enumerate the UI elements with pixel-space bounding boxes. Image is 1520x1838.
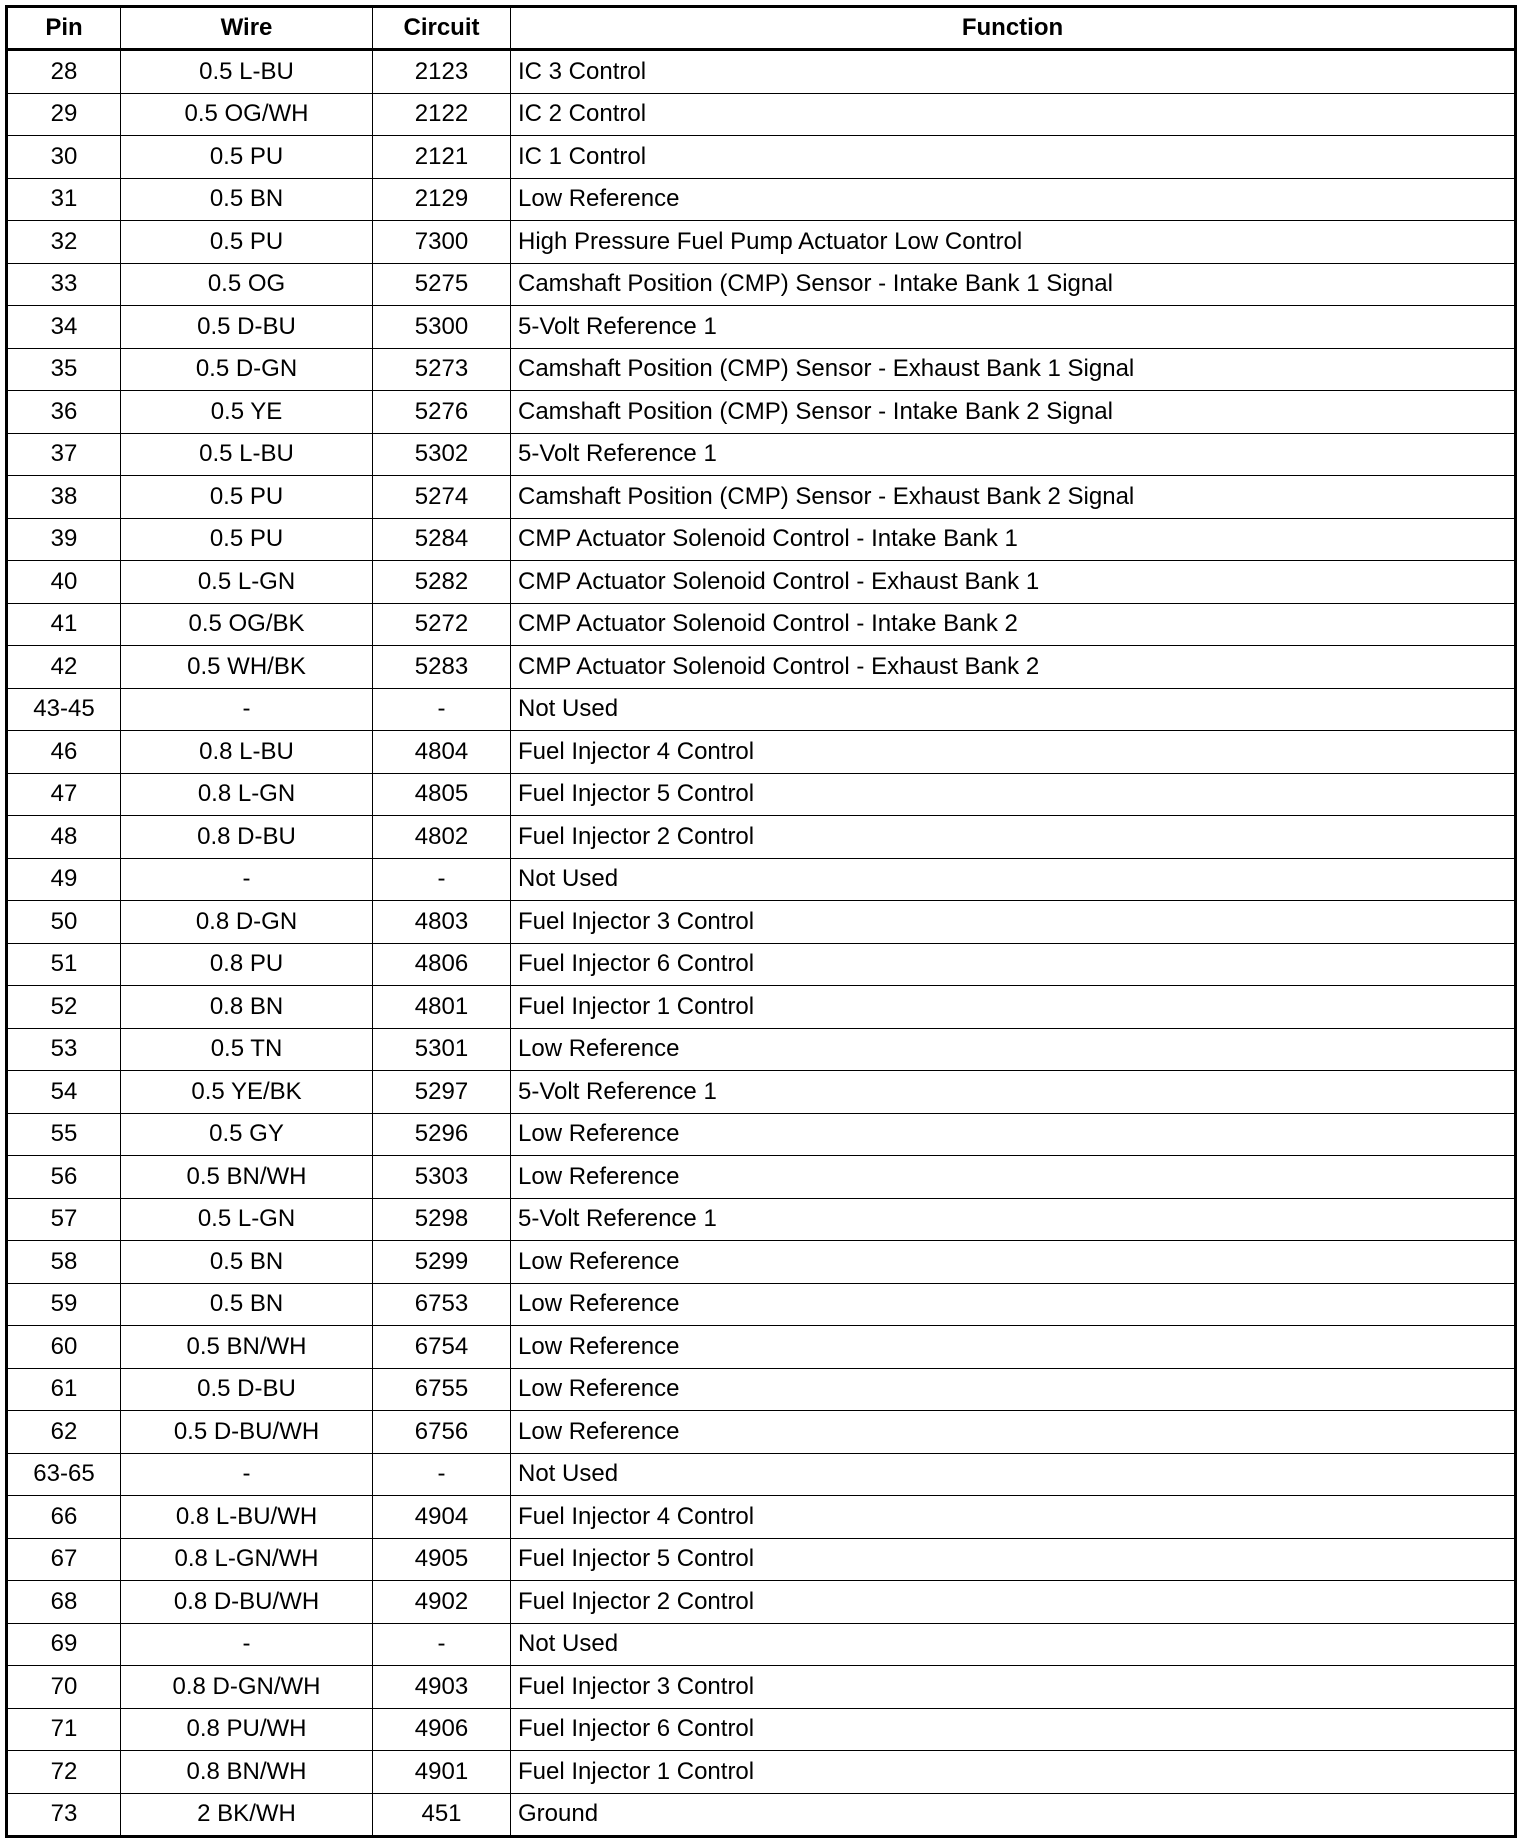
function-cell: 5-Volt Reference 1: [511, 306, 1516, 349]
pin-cell: 63-65: [7, 1453, 121, 1496]
pin-cell: 50: [7, 901, 121, 944]
function-cell: IC 1 Control: [511, 136, 1516, 179]
function-cell: High Pressure Fuel Pump Actuator Low Control: [511, 221, 1516, 264]
connector-pinout-table: [5, 5, 1517, 1838]
function-cell: Fuel Injector 5 Control: [511, 1538, 1516, 1581]
function-cell: Low Reference: [511, 1113, 1516, 1156]
table-row: [7, 943, 1516, 986]
function-cell: IC 2 Control: [511, 93, 1516, 136]
function-cell: Low Reference: [511, 1241, 1516, 1284]
function-cell: Fuel Injector 1 Control: [511, 986, 1516, 1029]
pin-cell: 68: [7, 1581, 121, 1624]
circuit-cell: 6756: [373, 1411, 511, 1454]
pin-cell: 67: [7, 1538, 121, 1581]
wire-cell: 0.5 D-BU: [121, 306, 373, 349]
circuit-cell: 5275: [373, 263, 511, 306]
wire-cell: 0.5 GY: [121, 1113, 373, 1156]
circuit-cell: 5276: [373, 391, 511, 434]
function-cell: CMP Actuator Solenoid Control - Exhaust Bank 1: [511, 561, 1516, 604]
pin-cell: 73: [7, 1793, 121, 1837]
table-row: [7, 561, 1516, 604]
table-row: [7, 1666, 1516, 1709]
wire-cell: 0.5 D-BU: [121, 1368, 373, 1411]
pin-cell: 53: [7, 1028, 121, 1071]
wire-cell: 0.8 L-BU/WH: [121, 1496, 373, 1539]
table-header: [7, 7, 1516, 50]
circuit-cell: 2129: [373, 178, 511, 221]
table-row: [7, 1623, 1516, 1666]
circuit-cell: 7300: [373, 221, 511, 264]
wire-cell: 2 BK/WH: [121, 1793, 373, 1837]
table-row: [7, 901, 1516, 944]
function-cell: Low Reference: [511, 1283, 1516, 1326]
pin-cell: 59: [7, 1283, 121, 1326]
table-row: [7, 773, 1516, 816]
wire-cell: 0.8 L-GN: [121, 773, 373, 816]
circuit-cell: 451: [373, 1793, 511, 1837]
function-cell: Fuel Injector 4 Control: [511, 731, 1516, 774]
pin-cell: 61: [7, 1368, 121, 1411]
table-row: [7, 136, 1516, 179]
table-row: [7, 476, 1516, 519]
pin-cell: 40: [7, 561, 121, 604]
wire-cell: 0.5 L-BU: [121, 433, 373, 476]
table-row: [7, 93, 1516, 136]
pin-cell: 56: [7, 1156, 121, 1199]
table-row: [7, 1368, 1516, 1411]
pin-cell: 37: [7, 433, 121, 476]
circuit-cell: 4801: [373, 986, 511, 1029]
pin-cell: 30: [7, 136, 121, 179]
function-cell: Fuel Injector 3 Control: [511, 1666, 1516, 1709]
circuit-cell: -: [373, 1453, 511, 1496]
wire-cell: 0.5 D-GN: [121, 348, 373, 391]
pin-cell: 35: [7, 348, 121, 391]
function-cell: Camshaft Position (CMP) Sensor - Intake Bank 1 Signal: [511, 263, 1516, 306]
wire-cell: 0.5 BN: [121, 1283, 373, 1326]
function-cell: Low Reference: [511, 1156, 1516, 1199]
pin-cell: 69: [7, 1623, 121, 1666]
table-row: [7, 1751, 1516, 1794]
wire-cell: 0.5 OG/WH: [121, 93, 373, 136]
circuit-cell: 4906: [373, 1708, 511, 1751]
function-cell: Low Reference: [511, 1411, 1516, 1454]
table-row: [7, 603, 1516, 646]
wire-cell: 0.8 D-BU/WH: [121, 1581, 373, 1624]
pin-cell: 33: [7, 263, 121, 306]
pin-cell: 54: [7, 1071, 121, 1114]
function-cell: 5-Volt Reference 1: [511, 1198, 1516, 1241]
table-row: [7, 391, 1516, 434]
header-row: [7, 7, 1516, 50]
pin-cell: 60: [7, 1326, 121, 1369]
pin-cell: 66: [7, 1496, 121, 1539]
function-cell: Fuel Injector 6 Control: [511, 943, 1516, 986]
wire-cell: 0.5 PU: [121, 136, 373, 179]
wire-cell: 0.5 TN: [121, 1028, 373, 1071]
pin-cell: 58: [7, 1241, 121, 1284]
table-row: [7, 221, 1516, 264]
wire-cell: 0.8 D-BU: [121, 816, 373, 859]
table-row: [7, 688, 1516, 731]
circuit-cell: 2123: [373, 50, 511, 94]
function-cell: Not Used: [511, 1623, 1516, 1666]
circuit-cell: 5299: [373, 1241, 511, 1284]
table-row: [7, 433, 1516, 476]
wire-cell: 0.5 L-BU: [121, 50, 373, 94]
function-cell: Camshaft Position (CMP) Sensor - Exhaust Bank 1 Signal: [511, 348, 1516, 391]
function-cell: Fuel Injector 5 Control: [511, 773, 1516, 816]
circuit-cell: 4905: [373, 1538, 511, 1581]
function-cell: Low Reference: [511, 1028, 1516, 1071]
circuit-cell: 4806: [373, 943, 511, 986]
wire-cell: 0.8 D-GN: [121, 901, 373, 944]
function-cell: Not Used: [511, 688, 1516, 731]
circuit-cell: 6755: [373, 1368, 511, 1411]
function-cell: Camshaft Position (CMP) Sensor - Exhaust Bank 2 Signal: [511, 476, 1516, 519]
pin-cell: 29: [7, 93, 121, 136]
circuit-cell: 5297: [373, 1071, 511, 1114]
table-row: [7, 263, 1516, 306]
circuit-cell: 5296: [373, 1113, 511, 1156]
table-row: [7, 1028, 1516, 1071]
table-row: [7, 1071, 1516, 1114]
table-row: [7, 1198, 1516, 1241]
pin-cell: 51: [7, 943, 121, 986]
table-row: [7, 1453, 1516, 1496]
table-row: [7, 1283, 1516, 1326]
table-row: [7, 1113, 1516, 1156]
table-row: [7, 50, 1516, 94]
wire-cell: 0.8 L-GN/WH: [121, 1538, 373, 1581]
table-row: [7, 731, 1516, 774]
circuit-cell: 5298: [373, 1198, 511, 1241]
pin-cell: 36: [7, 391, 121, 434]
pin-cell: 71: [7, 1708, 121, 1751]
pin-cell: 52: [7, 986, 121, 1029]
pin-cell: 49: [7, 858, 121, 901]
table-row: [7, 1538, 1516, 1581]
function-cell: IC 3 Control: [511, 50, 1516, 94]
circuit-cell: 4903: [373, 1666, 511, 1709]
pin-cell: 32: [7, 221, 121, 264]
table-row: [7, 646, 1516, 689]
wire-cell: 0.5 PU: [121, 518, 373, 561]
wire-cell: 0.5 YE: [121, 391, 373, 434]
wire-cell: 0.8 PU/WH: [121, 1708, 373, 1751]
function-cell: Low Reference: [511, 1326, 1516, 1369]
pin-cell: 38: [7, 476, 121, 519]
wire-cell: 0.5 D-BU/WH: [121, 1411, 373, 1454]
pin-cell: 55: [7, 1113, 121, 1156]
circuit-cell: 5284: [373, 518, 511, 561]
function-cell: CMP Actuator Solenoid Control - Exhaust Bank 2: [511, 646, 1516, 689]
function-cell: Not Used: [511, 858, 1516, 901]
function-cell: Low Reference: [511, 1368, 1516, 1411]
circuit-cell: 2122: [373, 93, 511, 136]
function-cell: Fuel Injector 3 Control: [511, 901, 1516, 944]
circuit-cell: 5300: [373, 306, 511, 349]
pin-cell: 34: [7, 306, 121, 349]
pin-cell: 31: [7, 178, 121, 221]
table-row: [7, 1411, 1516, 1454]
pin-cell: 43-45: [7, 688, 121, 731]
circuit-cell: 6754: [373, 1326, 511, 1369]
table-row: [7, 1793, 1516, 1837]
circuit-cell: 5272: [373, 603, 511, 646]
wire-cell: 0.5 YE/BK: [121, 1071, 373, 1114]
wire-cell: -: [121, 1453, 373, 1496]
function-cell: Fuel Injector 4 Control: [511, 1496, 1516, 1539]
table-row: [7, 1581, 1516, 1624]
pin-cell: 48: [7, 816, 121, 859]
function-cell: Ground: [511, 1793, 1516, 1837]
wire-cell: 0.8 BN/WH: [121, 1751, 373, 1794]
circuit-cell: 4902: [373, 1581, 511, 1624]
wire-cell: 0.5 WH/BK: [121, 646, 373, 689]
table-row: [7, 986, 1516, 1029]
function-cell: Low Reference: [511, 178, 1516, 221]
circuit-cell: 6753: [373, 1283, 511, 1326]
function-cell: Not Used: [511, 1453, 1516, 1496]
header-function: Function: [511, 7, 1516, 50]
table-row: [7, 1241, 1516, 1284]
wire-cell: 0.5 BN/WH: [121, 1326, 373, 1369]
circuit-cell: 4904: [373, 1496, 511, 1539]
wire-cell: 0.8 D-GN/WH: [121, 1666, 373, 1709]
circuit-cell: 5301: [373, 1028, 511, 1071]
function-cell: Fuel Injector 1 Control: [511, 1751, 1516, 1794]
pin-cell: 46: [7, 731, 121, 774]
wire-cell: 0.5 OG/BK: [121, 603, 373, 646]
pin-cell: 62: [7, 1411, 121, 1454]
table-row: [7, 858, 1516, 901]
circuit-cell: -: [373, 1623, 511, 1666]
table-row: [7, 1708, 1516, 1751]
wire-cell: 0.8 PU: [121, 943, 373, 986]
wire-cell: -: [121, 688, 373, 731]
table-row: [7, 1326, 1516, 1369]
circuit-cell: 5283: [373, 646, 511, 689]
wire-cell: -: [121, 858, 373, 901]
table-row: [7, 518, 1516, 561]
wire-cell: 0.5 BN: [121, 178, 373, 221]
circuit-cell: 5302: [373, 433, 511, 476]
table-row: [7, 178, 1516, 221]
pin-cell: 28: [7, 50, 121, 94]
circuit-cell: 5274: [373, 476, 511, 519]
wire-cell: 0.5 PU: [121, 221, 373, 264]
function-cell: Fuel Injector 2 Control: [511, 1581, 1516, 1624]
circuit-cell: 5303: [373, 1156, 511, 1199]
table-row: [7, 306, 1516, 349]
circuit-cell: -: [373, 688, 511, 731]
circuit-cell: -: [373, 858, 511, 901]
circuit-cell: 4803: [373, 901, 511, 944]
wire-cell: 0.5 L-GN: [121, 1198, 373, 1241]
pin-cell: 42: [7, 646, 121, 689]
pin-cell: 72: [7, 1751, 121, 1794]
circuit-cell: 4802: [373, 816, 511, 859]
pin-cell: 41: [7, 603, 121, 646]
header-pin: Pin: [7, 7, 121, 50]
header-circuit: Circuit: [373, 7, 511, 50]
pinout-sheet: [5, 5, 1514, 1838]
wire-cell: 0.5 PU: [121, 476, 373, 519]
function-cell: 5-Volt Reference 1: [511, 1071, 1516, 1114]
wire-cell: 0.8 L-BU: [121, 731, 373, 774]
pin-cell: 39: [7, 518, 121, 561]
table-row: [7, 816, 1516, 859]
wire-cell: 0.8 BN: [121, 986, 373, 1029]
circuit-cell: 5273: [373, 348, 511, 391]
function-cell: Camshaft Position (CMP) Sensor - Intake Bank 2 Signal: [511, 391, 1516, 434]
function-cell: Fuel Injector 2 Control: [511, 816, 1516, 859]
table-row: [7, 1156, 1516, 1199]
circuit-cell: 4901: [373, 1751, 511, 1794]
function-cell: 5-Volt Reference 1: [511, 433, 1516, 476]
circuit-cell: 4805: [373, 773, 511, 816]
function-cell: Fuel Injector 6 Control: [511, 1708, 1516, 1751]
table-body: [7, 50, 1516, 1837]
pin-cell: 57: [7, 1198, 121, 1241]
circuit-cell: 4804: [373, 731, 511, 774]
wire-cell: 0.5 BN/WH: [121, 1156, 373, 1199]
pin-cell: 70: [7, 1666, 121, 1709]
wire-cell: -: [121, 1623, 373, 1666]
circuit-cell: 5282: [373, 561, 511, 604]
header-wire: Wire: [121, 7, 373, 50]
pin-cell: 47: [7, 773, 121, 816]
wire-cell: 0.5 BN: [121, 1241, 373, 1284]
function-cell: CMP Actuator Solenoid Control - Intake Bank 1: [511, 518, 1516, 561]
function-cell: CMP Actuator Solenoid Control - Intake Bank 2: [511, 603, 1516, 646]
circuit-cell: 2121: [373, 136, 511, 179]
table-row: [7, 348, 1516, 391]
wire-cell: 0.5 L-GN: [121, 561, 373, 604]
wire-cell: 0.5 OG: [121, 263, 373, 306]
table-row: [7, 1496, 1516, 1539]
